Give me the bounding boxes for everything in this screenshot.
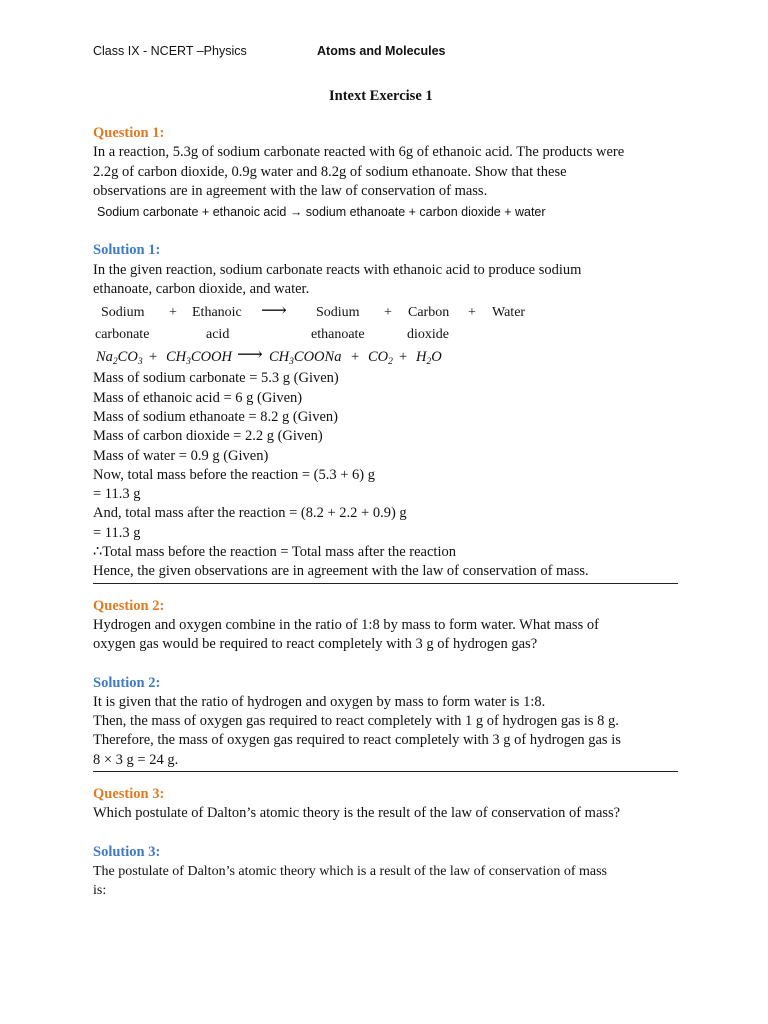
solution-2-line: It is given that the ratio of hydrogen and oxygen by mass to form water is 1:8. (93, 693, 546, 710)
formula-na2co3: $Na_2CO_3$ (96, 349, 143, 368)
formula-plus: + (351, 349, 360, 366)
word-equation-term: Sodium (316, 305, 360, 321)
question-3-heading: Question 3: (93, 786, 165, 803)
question-1-line: In a reaction, 5.3g of sodium carbonate reacted with 6g of ethanoic acid. The products were (93, 144, 625, 161)
question-1-line: 2.2g of carbon dioxide, 0.9g water and 8.2g of sodium ethanoate. Show that these (93, 163, 567, 180)
word-equation-table (93, 300, 683, 342)
solution-1-heading: Solution 1: (93, 242, 161, 259)
solution-2-heading: Solution 2: (93, 674, 161, 691)
solution-1-line: ∴Total mass before the reaction = Total mass after the reaction (93, 544, 456, 561)
solution-1-line: Hence, the given observations are in agreement with the law of conservation of mass. (93, 563, 589, 580)
document-body (93, 124, 683, 901)
formula-ch3cooh: $CH_3COOH$ (166, 349, 232, 368)
word-equation-term: Carbon (408, 305, 450, 321)
solution-3-heading: Solution 3: (93, 843, 161, 860)
formula-arrow: ⟶ (237, 344, 263, 365)
question-2-heading: Question 2: (93, 597, 165, 614)
question-2-line: oxygen gas would be required to react completely with 3 g of hydrogen gas? (93, 636, 538, 653)
solution-2-line: Therefore, the mass of oxygen gas required to react completely with 3 g of hydrogen gas is (93, 732, 621, 749)
solution-1-line: In the given reaction, sodium carbonate reacts with ethanoic acid to produce sodium (93, 261, 582, 278)
question-3-line: Which postulate of Dalton’s atomic theory is the result of the law of conservation of mass? (93, 805, 621, 822)
solution-2-line: 8 × 3 g = 24 g. (93, 751, 179, 768)
solution-1-line: Mass of water = 0.9 g (Given) (93, 447, 269, 464)
formula-co2: $CO_2$ (368, 349, 393, 368)
solution-1-line: Now, total mass before the reaction = (5.3 + 6) g (93, 466, 375, 483)
formula-h2o: $H_2O$ (416, 349, 442, 368)
solution-1-line: = 11.3 g (93, 524, 141, 541)
word-equation-subterm: carbonate (95, 327, 150, 343)
chemical-equation (93, 342, 683, 369)
solution-1-line: Mass of carbon dioxide = 2.2 g (Given) (93, 428, 323, 445)
header-course: Class IX - NCERT –Physics (93, 44, 247, 58)
word-equation-subterm: ethanoate (311, 327, 365, 343)
solution-1-line: ethanoate, carbon dioxide, and water. (93, 281, 310, 298)
formula-plus: + (399, 349, 408, 366)
solution-1-line: Mass of ethanoic acid = 6 g (Given) (93, 389, 303, 406)
question-1-word-equation: Sodium carbonate + ethanoic acid → sodium ethanoate + carbon dioxide + water (97, 205, 546, 220)
solution-3-line: is: (93, 883, 107, 899)
word-equation-term: Ethanoic (192, 305, 242, 321)
word-equation-arrow: ⟶ (261, 300, 287, 321)
word-equation-plus: + (169, 305, 177, 321)
word-equation-term: Sodium (101, 305, 145, 321)
question-2-line: Hydrogen and oxygen combine in the ratio of 1:8 by mass to form water. What mass of (93, 616, 599, 633)
exercise-title: Intext Exercise 1 (329, 88, 433, 104)
solution-3-line: The postulate of Dalton’s atomic theory which is a result of the law of conservation of mass (93, 863, 607, 879)
solution-1-line: Mass of sodium ethanoate = 8.2 g (Given) (93, 408, 338, 425)
solution-1-line: Mass of sodium carbonate = 5.3 g (Given) (93, 370, 339, 387)
word-equation-plus: + (384, 305, 392, 321)
word-equation-plus: + (468, 305, 476, 321)
question-1-heading: Question 1: (93, 125, 165, 141)
solution-1-line: And, total mass after the reaction = (8.2 + 2.2 + 0.9) g (93, 505, 407, 522)
formula-plus: + (149, 349, 158, 366)
question-1-line: observations are in agreement with the law of conservation of mass. (93, 182, 488, 199)
solution-1-line: = 11.3 g (93, 486, 141, 503)
header-chapter: Atoms and Molecules (317, 44, 446, 58)
word-equation-term: Water (492, 305, 526, 321)
formula-ch3coona: $CH_3COONa$ (269, 349, 342, 368)
word-equation-subterm: dioxide (407, 327, 449, 343)
solution-2-line: Then, the mass of oxygen gas required to react completely with 1 g of hydrogen gas is 8 g. (93, 713, 619, 730)
word-equation-subterm: acid (206, 327, 230, 343)
